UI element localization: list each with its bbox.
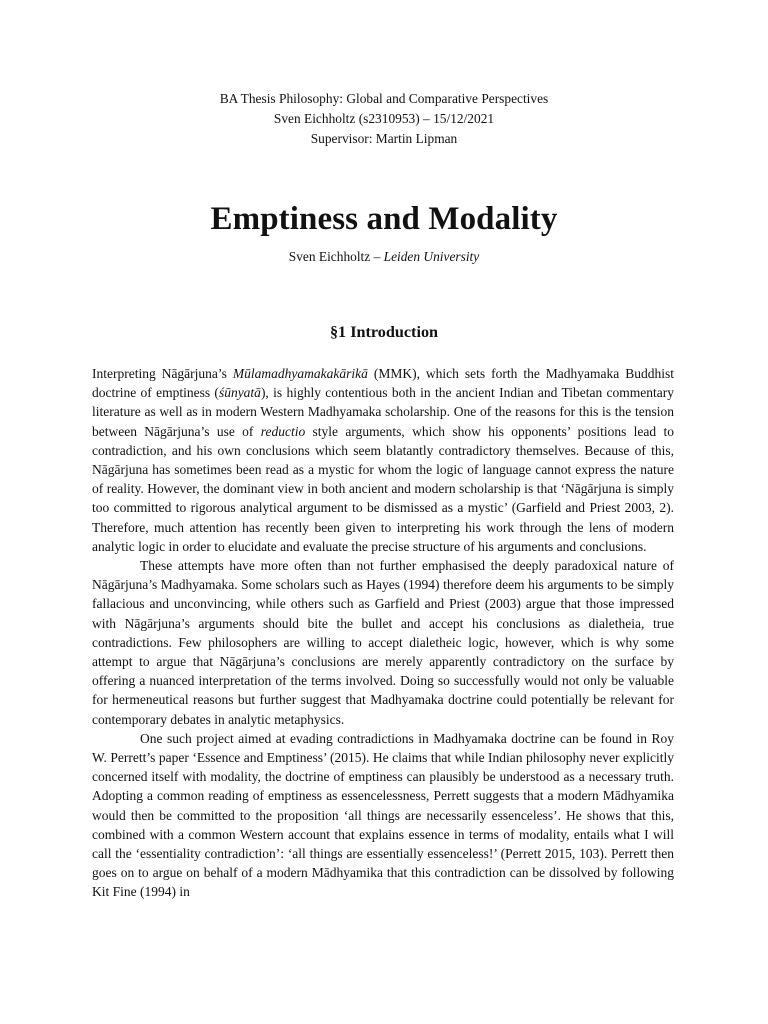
p1-italic-sunyata: śūnyatā — [218, 385, 261, 401]
byline-affiliation: Leiden University — [383, 249, 480, 264]
p1-text-1: Interpreting Nāgārjuna’s — [92, 366, 233, 381]
body-text — [92, 364, 674, 902]
p1-text-3: ), is highly contentious both in the ancient Indian and Tibetan commentary literature as well as in modern Western Madhyamaka scholarship. One of the reasons for this is the tension between Nāgārjuna’s use of — [92, 385, 675, 439]
header-line-program: BA Thesis Philosophy: Global and Comparative Perspectives — [219, 91, 549, 106]
paragraph-1 — [92, 364, 674, 556]
p1-text-2: (MMK), which sets forth the Madhyamaka Buddhist doctrine of emptiness ( — [92, 366, 674, 401]
section-heading: §1 Introduction — [329, 323, 439, 341]
header-line-author: Sven Eichholtz (s2310953) – 15/12/2021 — [273, 111, 495, 126]
paragraph-3: One such project aimed at evading contradictions in Madhyamaka doctrine can be found in Roy W. Perrett’s paper ‘Essence and Emptiness’ (2015). He claims that while Indian philosophy never explicitly concerned itself with modality, the doctrine of emptiness can plausibly be understood as a necessary truth. Adopting a common reading of emptiness as essencelessness, Perrett suggests that a modern Mādhyamika would then be committed to the proposition ‘all things are necessarily essenceless’. He shows that this, combined with a common Western account that explains essence in terms of modality, entails what I will call the ‘essentiality contradiction’: ‘all things are essentially essenceless!’ (Perrett 2015, 103). Perrett then goes on to argue on behalf of a modern Mādhyamika that this contradiction can be dissolved by following Kit Fine (1994) in — [92, 730, 674, 900]
paragraph-2: These attempts have more often than not further emphasised the deeply paradoxical nature of Nāgārjuna’s Madhyamaka. Some scholars such as Hayes (1994) therefore deem his arguments to be simply fallacious and unconvincing, while others such as Garfield and Priest (2003) argue that those impressed with Nāgārjuna’s arguments should bite the bullet and accept his conclusions as dialetheia, true contradictions. Few philosophers are willing to accept dialetheic logic, however, which is why some attempt to argue that Nāgārjuna’s conclusions are merely apparently contradictory on the surface by offering a nuanced interpretation of the terms involved. Doing so successfully would not only be valuable for hermeneutical reasons but further suggest that Madhyamaka doctrine could potentially be relevant for contemporary debates in analytic metaphysics. — [92, 558, 674, 727]
p1-text-4: style arguments, which show his opponents’ positions lead to contradiction, and his own conclusions which seem blatantly contradictory themselves. Because of this, Nāgārjuna has sometimes been read as a mystic for whom the logic of language cannot express the nature of reality. However, the dominant view in both ancient and modern scholarship is that ‘Nāgārjuna is simply too committed to rigorous analytical argument to be dismissed as a mystic’ (Garfield and Priest 2003, 2). Therefore, much attention has recently been given to interpreting his work through the lens of modern analytic logic in order to elucidate and evaluate the precise structure of his arguments and conclusions. — [92, 423, 674, 554]
paper-title: Emptiness and Modality — [210, 201, 558, 237]
p1-italic-mmk-title: Mūlamadhyamakakārikā — [232, 366, 368, 381]
p1-italic-reductio: reductio — [260, 423, 306, 439]
byline-author: Sven Eichholtz – — [288, 249, 384, 264]
byline — [0, 249, 768, 265]
thesis-header — [0, 89, 768, 149]
header-line-supervisor: Supervisor: Martin Lipman — [310, 131, 458, 146]
